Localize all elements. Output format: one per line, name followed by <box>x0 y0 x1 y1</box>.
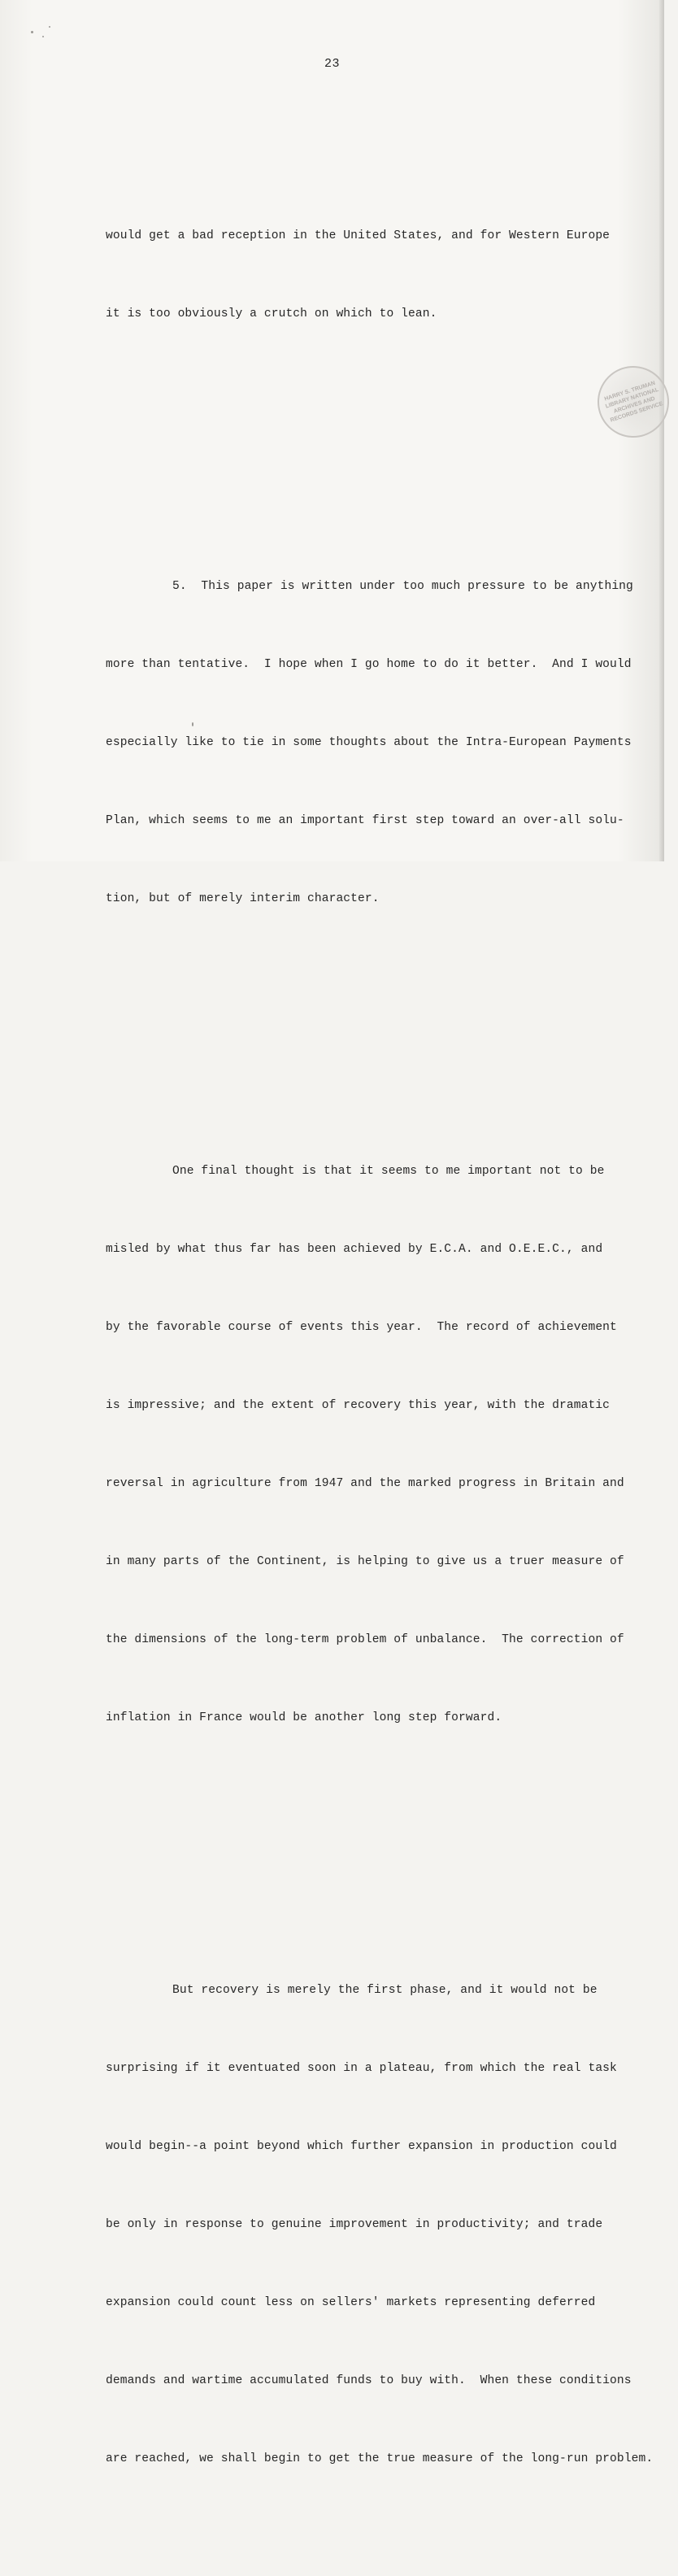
text-line: reversal in agriculture from 1947 and the marked progress in Britain and <box>106 1477 624 1490</box>
text-line: it is too obviously a crutch on which to lean. <box>106 307 437 320</box>
text-line: surprising if it eventuated soon in a plateau, from which the real task <box>106 2062 617 2075</box>
text-line: in many parts of the Continent, is helping to give us a truer measure of <box>106 1555 624 1568</box>
paragraph <box>106 1925 654 2524</box>
paragraph <box>106 1106 624 1783</box>
text-line: are reached, we shall begin to get the true measure of the long-run problem. <box>106 2452 654 2465</box>
text-line: would get a bad reception in the United States, and for Western Europe <box>106 229 611 242</box>
text-line: inflation in France would be another long step forward. <box>106 1711 502 1724</box>
text-line: demands and wartime accumulated funds to buy with. When these conditions <box>106 2374 632 2387</box>
page-edge <box>659 0 664 861</box>
text-line: more than tentative. I hope when I go home to do it better. And I would <box>106 658 632 671</box>
text-line: is impressive; and the extent of recovery this year, with the dramatic <box>106 1399 611 1412</box>
text-line: the dimensions of the long-term problem of unbalance. The correction of <box>106 1633 624 1646</box>
text-line: would begin--a point beyond which further expansion in production could <box>106 2140 617 2153</box>
text-line: Plan, which seems to me an important first step toward an over-all solu- <box>106 814 624 827</box>
text-line: But recovery is merely the first phase, and it would not be <box>172 1984 598 1997</box>
page-number: 23 <box>324 57 340 71</box>
text-line: tion, but of merely interim character. <box>106 892 380 905</box>
scan-speck <box>31 31 33 33</box>
paragraph <box>106 171 610 379</box>
scan-speck <box>192 722 193 726</box>
text-line: be only in response to genuine improvement in productivity; and trade <box>106 2218 603 2231</box>
scan-speck <box>49 26 50 28</box>
text-line: expansion could count less on sellers' markets representing deferred <box>106 2296 596 2309</box>
text-line: One final thought is that it seems to me important not to be <box>172 1165 605 1178</box>
text-line: by the favorable course of events this year. The record of achievement <box>106 1321 617 1334</box>
text-line: misled by what thus far has been achieved by E.C.A. and O.E.E.C., and <box>106 1243 603 1256</box>
scan-speck <box>42 36 44 37</box>
paragraph <box>106 521 633 964</box>
text-line: especially like to tie in some thoughts about the Intra-European Payments <box>106 736 632 749</box>
text-line: 5. This paper is written under too much pressure to be anything <box>172 580 633 593</box>
stamp-text: HARRY S. TRUMAN LIBRARY NATIONAL ARCHIVES AND RECORDS SERVICE <box>603 380 664 424</box>
